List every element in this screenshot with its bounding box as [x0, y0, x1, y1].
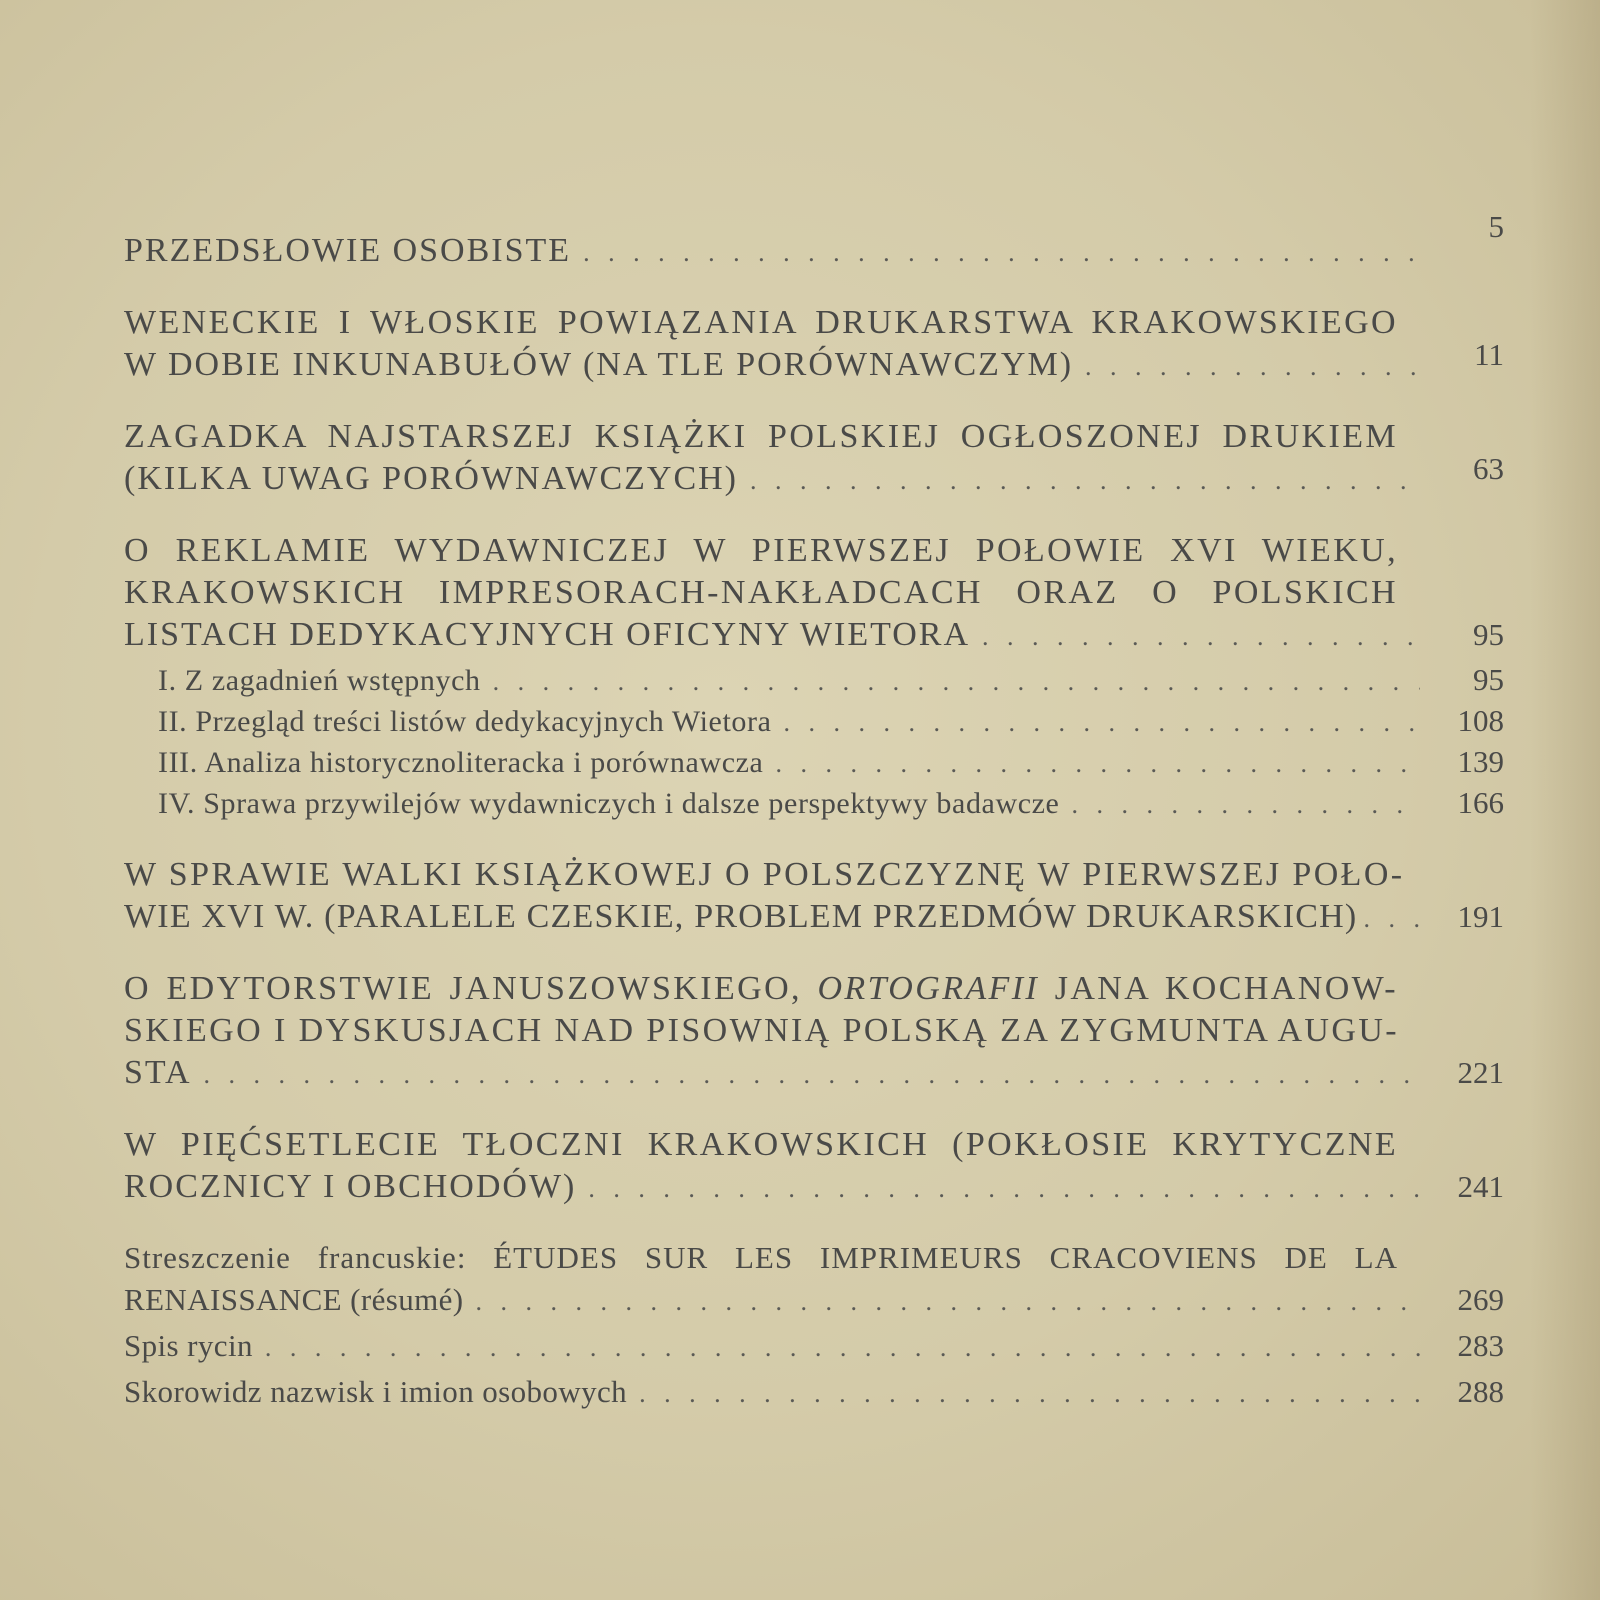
leader-dots — [1071, 790, 1420, 820]
toc-title-italic-part: ORTOGRAFII — [817, 970, 1040, 1007]
toc-subentries-reklama — [124, 662, 1504, 826]
toc-page-number: 288 — [1457, 1374, 1504, 1409]
toc-entry-piecsetlecie[interactable] — [124, 1126, 1504, 1210]
toc-entry-title-line: (KILKA UWAG PORÓWNAWCZYCH) — [124, 460, 738, 497]
toc-entry-zagadka[interactable] — [124, 418, 1504, 502]
leader-dots — [639, 1379, 1420, 1409]
page-edge-shadow — [1530, 0, 1600, 1600]
toc-subentry[interactable] — [124, 662, 1504, 703]
toc-page-number: 283 — [1457, 1328, 1504, 1363]
toc-entry-weneckie[interactable] — [124, 304, 1504, 388]
toc-subentry[interactable] — [124, 703, 1504, 744]
toc-entry-streszczenie[interactable] — [124, 1240, 1504, 1324]
toc-entry-title-line: W SPRAWIE WALKI KSIĄŻKOWEJ O POLSZCZYZNĘ W PIERWSZEJ POŁO- — [124, 856, 1405, 893]
leader-dots — [265, 1333, 1420, 1363]
toc-entry-title-line: ROCZNICY I OBCHODÓW) — [124, 1168, 577, 1205]
leader-dots — [784, 708, 1420, 738]
leader-dots — [1363, 904, 1428, 934]
toc-page-number: 166 — [1457, 785, 1504, 820]
toc-subentry-title: II. Przegląd treści listów dedykacyjnych Wietora — [158, 705, 772, 738]
toc-entry-skorowidz[interactable] — [124, 1374, 1504, 1416]
leader-dots — [204, 1060, 1420, 1090]
leader-dots — [775, 749, 1420, 779]
toc-entry-edytorstwo[interactable] — [124, 970, 1504, 1096]
toc-subentry-title: I. Z zagadnień wstępnych — [158, 664, 481, 697]
toc-entry-walka-ksiazkowa[interactable] — [124, 856, 1504, 940]
toc-entry-spis-rycin[interactable] — [124, 1328, 1504, 1370]
toc-entry-title: Skorowidz nazwisk i imion osobowych — [124, 1374, 628, 1409]
toc-title-part: O EDYTORSTWIE JANUSZOWSKIEGO, — [124, 970, 818, 1007]
toc-page-number: 95 — [1473, 662, 1504, 697]
toc-page-number: 63 — [1473, 451, 1504, 486]
leader-dots — [493, 667, 1420, 697]
toc-page-number: 241 — [1457, 1169, 1504, 1204]
toc-page-number: 11 — [1474, 337, 1504, 372]
toc-entry-title-line: W DOBIE INKUNABUŁÓW (NA TLE PORÓWNAWCZYM) — [124, 346, 1074, 383]
toc-entry-title-line — [124, 970, 1398, 1012]
leader-dots — [583, 238, 1420, 268]
leader-dots — [588, 1174, 1420, 1204]
toc-page-number: 139 — [1457, 744, 1504, 779]
toc-entry-title-line: ZAGADKA NAJSTARSZEJ KSIĄŻKI POLSKIEJ OGŁOSZONEJ DRUKIEM — [124, 418, 1398, 455]
toc-entry-title-line: KRAKOWSKICH IMPRESORACH-NAKŁADCACH ORAZ O POLSKICH — [124, 574, 1398, 611]
toc-entry-przedslowie[interactable] — [124, 209, 1504, 274]
toc-entry-title-line: Streszczenie francuskie: ÉTUDES SUR LES IMPRIMEURS CRACOVIENS DE LA — [124, 1240, 1398, 1275]
toc-entry-title-line: SKIEGO I DYSKUSJACH NAD PISOWNIĄ POLSKĄ ZA ZYGMUNTA AUGU- — [124, 1012, 1400, 1049]
toc-entry-title-line: RENAISSANCE (résumé) — [124, 1282, 464, 1317]
toc-entry-title-line: WIE XVI W. (PARALELE CZESKIE, PROBLEM PRZEDMÓW DRUKARSKICH) — [124, 898, 1358, 935]
toc-page-number: 191 — [1457, 899, 1504, 934]
toc-subentry[interactable] — [124, 785, 1504, 826]
toc-entry-title: Spis rycin — [124, 1328, 253, 1363]
leader-dots — [982, 622, 1420, 652]
toc-subentry[interactable] — [124, 744, 1504, 785]
toc-page-number: 269 — [1457, 1282, 1504, 1317]
leader-dots — [476, 1287, 1421, 1317]
toc-entry-title-line: LISTACH DEDYKACYJNYCH OFICYNY WIETORA — [124, 616, 971, 653]
table-of-contents — [124, 209, 1504, 1420]
toc-entry-title-line: STA — [124, 1054, 192, 1091]
toc-entry-title: PRZEDSŁOWIE OSOBISTE — [124, 232, 572, 269]
toc-entry-title-line: W PIĘĆSETLECIE TŁOCZNI KRAKOWSKICH (POKŁOSIE KRYTYCZNE — [124, 1126, 1398, 1163]
toc-entry-title-line: O REKLAMIE WYDAWNICZEJ W PIERWSZEJ POŁOWIE XVI WIEKU, — [124, 532, 1398, 569]
toc-subentry-title: IV. Sprawa przywilejów wydawniczych i dalsze perspektywy badawcze — [158, 787, 1060, 820]
toc-page-number: 95 — [1473, 617, 1504, 652]
leader-dots — [750, 466, 1420, 496]
toc-page-number: 108 — [1457, 703, 1504, 738]
toc-entry-title-line: WENECKIE I WŁOSKIE POWIĄZANIA DRUKARSTWA KRAKOWSKIEGO — [124, 304, 1398, 341]
toc-title-part: JANA KOCHANOW- — [1039, 970, 1398, 1007]
toc-entry-reklama[interactable] — [124, 532, 1504, 658]
toc-page-number: 5 — [1488, 209, 1504, 244]
leader-dots — [1085, 352, 1420, 382]
toc-page-number: 221 — [1457, 1055, 1504, 1090]
toc-subentry-title: III. Analiza historycznoliteracka i porównawcza — [158, 746, 764, 779]
